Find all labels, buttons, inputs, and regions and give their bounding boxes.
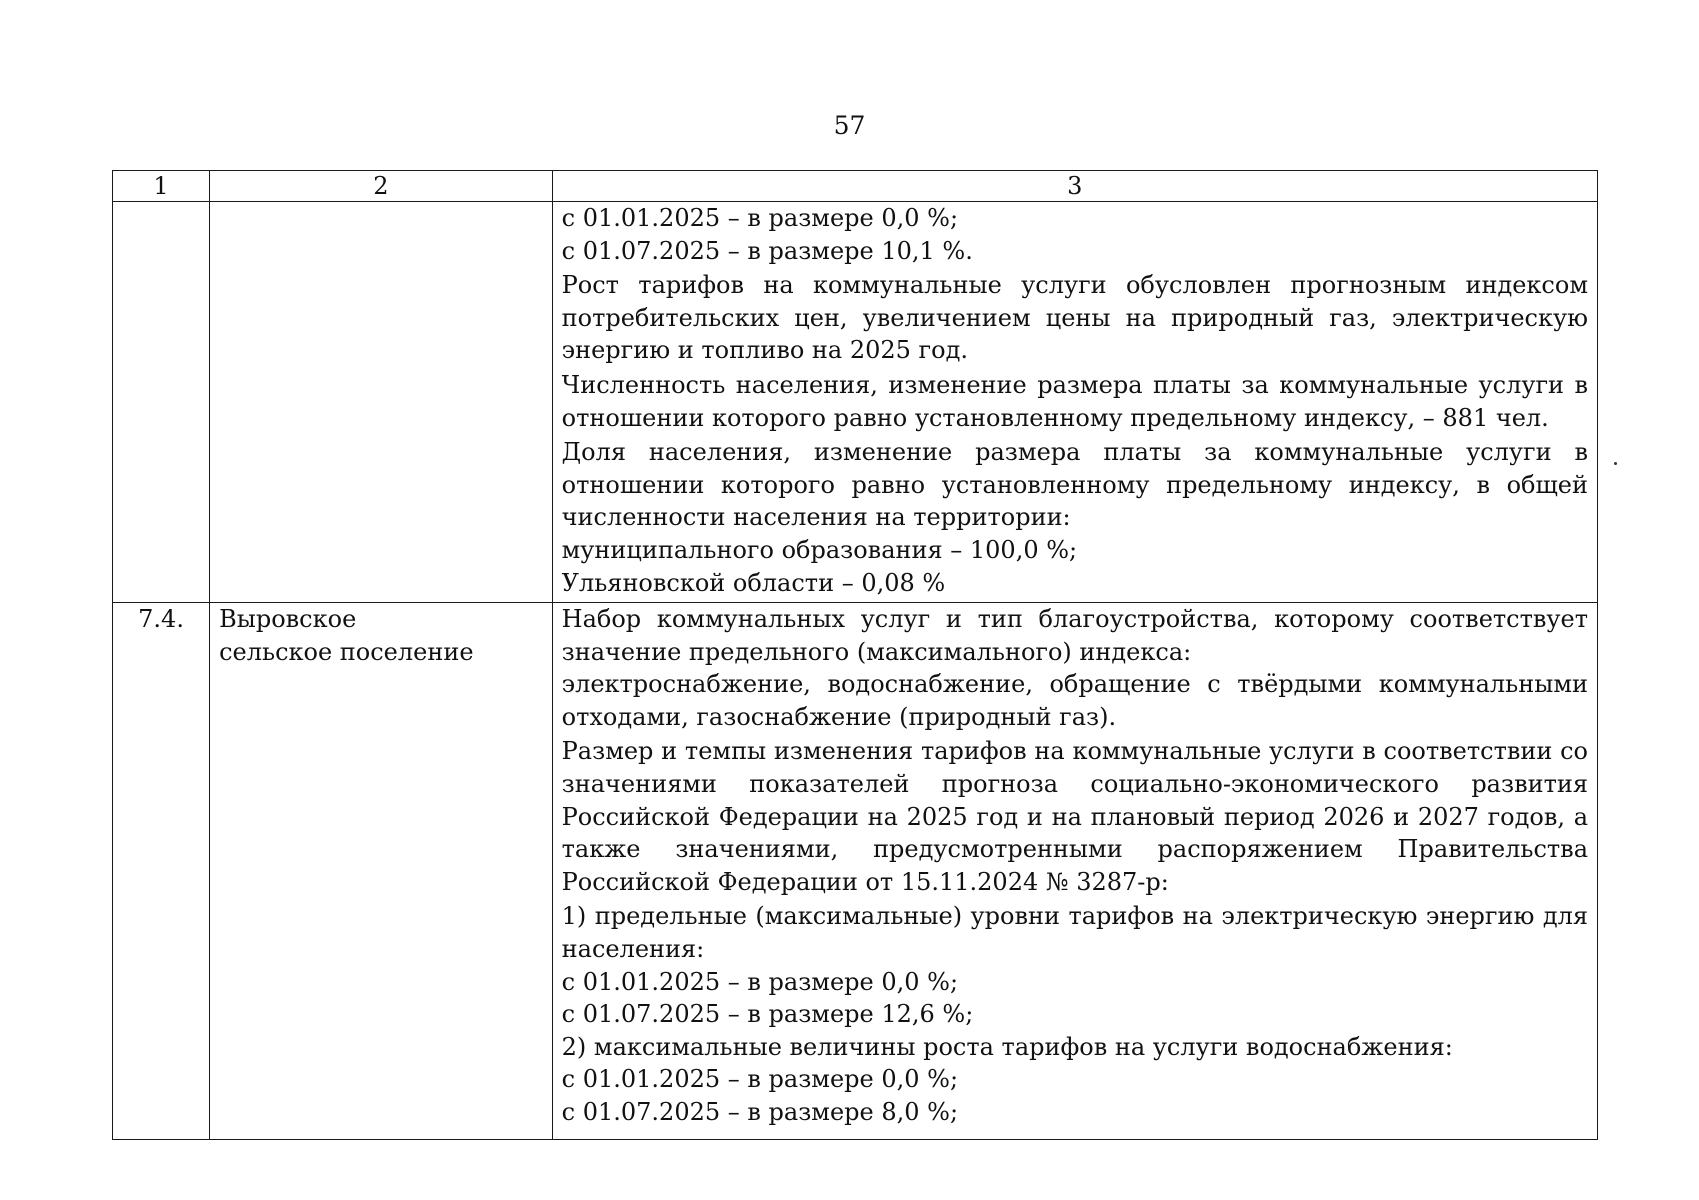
row-number-cell [113, 202, 210, 603]
content-paragraph: Размер и темпы изменения тарифов на коммунальные услуги в соответствии со значениями показателей прогноза социально-экономического развития Российской Федерации на 2025 год и на плановый период 2026 и 2027 годов, а также значениями, предусмотренными распоряжением Правительства Российской Федерации от 15.11.2024 № 3287-р: [561, 737, 1588, 896]
header-cell-1: 1 [113, 171, 210, 202]
content-line: с 01.07.2025 – в размере 8,0 %; [561, 1097, 959, 1126]
content-line: 2) максимальные величины роста тарифов на услуги водоснабжения: [561, 1032, 1453, 1061]
content-paragraph: 1) предельные (максимальные) уровни тарифов на электрическую энергию для населения: [561, 902, 1588, 963]
content-line: муниципального образования – 100,0 %; [561, 535, 1078, 564]
content-paragraph: электроснабжение, водоснабжение, обращение с твёрдыми коммунальными отходами, газоснабжение (природный газ). [561, 670, 1588, 731]
table-row [113, 603, 1598, 1140]
row-content-cell [552, 202, 1597, 603]
page-number: 57 [833, 111, 866, 140]
table-row [113, 202, 1598, 603]
content-paragraph: Доля населения, изменение размера платы за коммунальные услуги в отношении которого равно установленному предельному индексу, в общей численности населения на территории: [561, 438, 1588, 532]
content-paragraph: Рост тарифов на коммунальные услуги обусловлен прогнозным индексом потребительских цен, увеличением цены на природный газ, электрическую энергию и топливо на 2025 год. [561, 271, 1588, 365]
content-line: с 01.07.2025 – в размере 10,1 %. [561, 236, 973, 265]
row-content-cell [552, 603, 1597, 1140]
settlement-name-line: Выровское [219, 605, 357, 633]
settlement-name-cell [210, 603, 553, 1140]
row-number-cell: 7.4. [113, 603, 210, 1140]
content-line: с 01.01.2025 – в размере 0,0 %; [561, 967, 959, 996]
content-paragraph: Набор коммунальных услуг и тип благоустройства, которому соответствует значение предельного (максимального) индекса: [561, 605, 1588, 666]
content-line: с 01.01.2025 – в размере 0,0 %; [561, 204, 959, 232]
content-line: с 01.01.2025 – в размере 0,0 %; [561, 1065, 959, 1094]
settlement-name-line: сельское поселение [219, 637, 474, 666]
content-line: Ульяновской области – 0,08 % [561, 568, 946, 597]
header-cell-2: 2 [210, 171, 553, 202]
header-cell-3: 3 [552, 171, 1597, 202]
content-line: с 01.07.2025 – в размере 12,6 %; [561, 1000, 974, 1029]
scan-speck [1614, 462, 1617, 465]
tariff-table [112, 170, 1598, 1140]
table-header-row [113, 171, 1598, 202]
settlement-name-cell [210, 202, 553, 603]
content-paragraph: Численность населения, изменение размера платы за коммунальные услуги в отношении которого равно установленному предельному индексу, – 881 чел. [561, 370, 1588, 432]
